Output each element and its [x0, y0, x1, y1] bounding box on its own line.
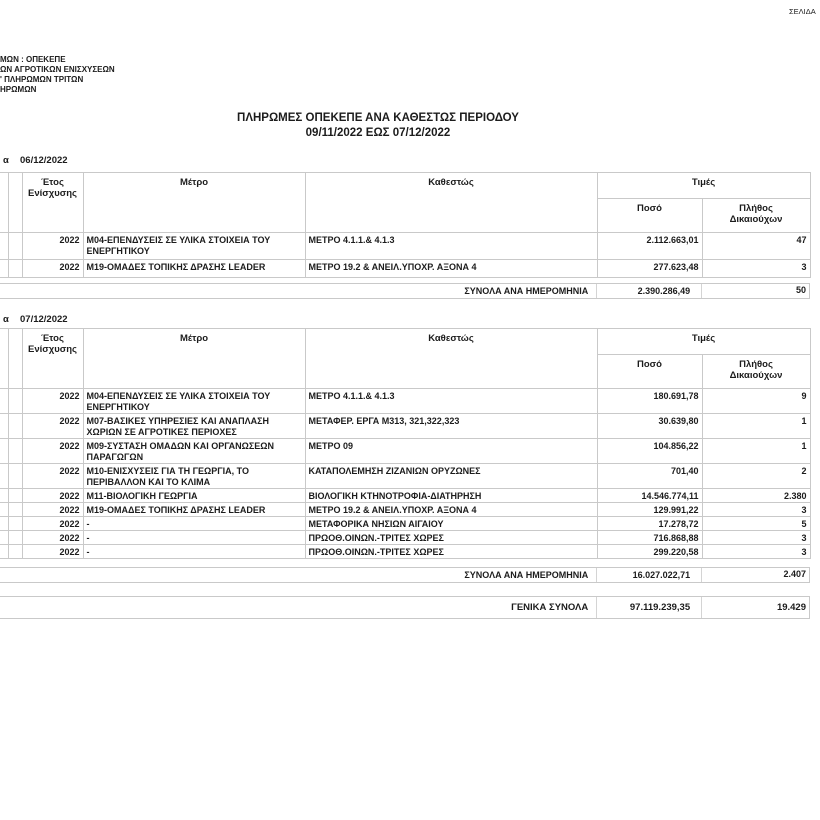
- section-total-count: 50: [701, 284, 809, 298]
- regime-cell: ΜΕΤΡΟ 19.2 & ΑΝΕΙΛ.ΥΠΟΧΡ. ΑΞΟΝΑ 4: [305, 260, 597, 278]
- table-row: [0, 464, 810, 489]
- col-header-amount: Ποσό: [597, 199, 702, 233]
- grand-total-label: ΓΕΝΙΚΑ ΣΥΝΟΛΑ: [511, 602, 589, 613]
- amount-cell: 104.856,22: [597, 439, 702, 464]
- regime-cell: ΠΡΩΟΘ.ΟΙΝΩΝ.-ΤΡΙΤΕΣ ΧΩΡΕΣ: [305, 531, 597, 545]
- grand-total-count: 19.429: [701, 597, 809, 618]
- year-cell: 2022: [22, 464, 83, 489]
- amount-cell: 180.691,78: [597, 389, 702, 414]
- measure-cell: -: [83, 517, 305, 531]
- cutoff-column-cell: [0, 329, 8, 389]
- amount-cell: 129.991,22: [597, 503, 702, 517]
- col-header-count: [702, 199, 810, 233]
- letterhead-line: ' ΠΛΗΡΩΜΩΝ ΤΡΙΤΩΝ: [0, 75, 84, 84]
- col-header-amount: Ποσό: [597, 355, 702, 389]
- count-cell: 3: [702, 531, 810, 545]
- col-header-year-label: Έτος Ενίσχυσης: [28, 333, 77, 355]
- regime-cell: ΜΕΤΡΟ 4.1.1.& 4.1.3: [305, 233, 597, 260]
- cutoff-column-cell: [8, 464, 22, 489]
- cutoff-column-cell: [8, 329, 22, 389]
- regime-cell: ΜΕΤΑΦΟΡΙΚΑ ΝΗΣΙΩΝ ΑΙΓΑΙΟΥ: [305, 517, 597, 531]
- measure-cell: -: [83, 531, 305, 545]
- table-row: [0, 233, 810, 260]
- count-cell: 3: [702, 545, 810, 559]
- count-cell: 2: [702, 464, 810, 489]
- table-row: [0, 389, 810, 414]
- regime-cell: ΒΙΟΛΟΓΙΚΗ ΚΤΗΝΟΤΡΟΦΙΑ-ΔΙΑΤΗΡΗΣΗ: [305, 489, 597, 503]
- cutoff-column-cell: [8, 414, 22, 439]
- year-cell: 2022: [22, 489, 83, 503]
- year-cell: 2022: [22, 503, 83, 517]
- cutoff-column-cell: [8, 439, 22, 464]
- section-total-row: [0, 567, 810, 583]
- count-cell: 47: [702, 233, 810, 260]
- table-row: [0, 531, 810, 545]
- grand-total-amount: 97.119.239,35: [596, 597, 701, 618]
- cutoff-column-cell: [8, 260, 22, 278]
- grand-total-row: [0, 596, 810, 619]
- amount-cell: 17.278,72: [597, 517, 702, 531]
- cutoff-column-cell: [8, 531, 22, 545]
- section-date: 07/12/2022: [20, 314, 68, 325]
- date-label-fragment: α: [3, 155, 9, 166]
- cutoff-column-cell: [0, 233, 8, 260]
- cutoff-column-cell: [8, 503, 22, 517]
- table-row: [0, 503, 810, 517]
- measure-cell: M10-ΕΝΙΣΧΥΣΕΙΣ ΓΙΑ ΤΗ ΓΕΩΡΓΙΑ, ΤΟ ΠΕΡΙΒΑΛΛΟΝ ΚΑΙ ΤΟ ΚΛΙΜΑ: [83, 464, 305, 489]
- page-number-label: ΣΕΛΙΔΑ: [789, 7, 816, 16]
- report-title-line2: 09/11/2022 ΕΩΣ 07/12/2022: [305, 126, 451, 139]
- cutoff-column-cell: [0, 531, 8, 545]
- table-row: [0, 517, 810, 531]
- table-row: [0, 414, 810, 439]
- cutoff-column-cell: [8, 233, 22, 260]
- regime-cell: ΜΕΤΡΟ 19.2 & ΑΝΕΙΛ.ΥΠΟΧΡ. ΑΞΟΝΑ 4: [305, 503, 597, 517]
- cutoff-column-cell: [0, 464, 8, 489]
- date-label-fragment: α: [3, 314, 9, 325]
- letterhead-line: ΜΩΝ : ΟΠΕΚΕΠΕ: [0, 55, 66, 64]
- col-header-values-group: Τιμές: [597, 329, 810, 355]
- amount-cell: 30.639,80: [597, 414, 702, 439]
- cutoff-column-cell: [8, 517, 22, 531]
- cutoff-column-cell: [8, 173, 22, 233]
- amount-cell: 716.868,88: [597, 531, 702, 545]
- col-header-count-label: Πλήθος Δικαιούχων: [729, 203, 783, 225]
- measure-cell: M11-ΒΙΟΛΟΓΙΚΗ ΓΕΩΡΓΙΑ: [83, 489, 305, 503]
- section-total-label: ΣΥΝΟΛΑ ΑΝΑ ΗΜΕΡΟΜΗΝΙΑ: [464, 570, 589, 580]
- table-row: [0, 260, 810, 278]
- col-header-year: [22, 173, 83, 233]
- cutoff-column-cell: [0, 503, 8, 517]
- section-total-row: [0, 283, 810, 299]
- count-cell: 3: [702, 260, 810, 278]
- year-cell: 2022: [22, 260, 83, 278]
- payments-table-2: [0, 328, 811, 559]
- cutoff-column-cell: [8, 489, 22, 503]
- measure-cell: M04-ΕΠΕΝΔΥΣΕΙΣ ΣΕ ΥΛΙΚΑ ΣΤΟΙΧΕΙΑ ΤΟΥ ΕΝΕΡΓΗΤΙΚΟΥ: [83, 389, 305, 414]
- count-cell: 1: [702, 439, 810, 464]
- count-cell: 5: [702, 517, 810, 531]
- cutoff-column-cell: [0, 389, 8, 414]
- regime-cell: ΜΕΤΡΟ 09: [305, 439, 597, 464]
- count-cell: 9: [702, 389, 810, 414]
- count-cell: 1: [702, 414, 810, 439]
- col-header-values-group: Τιμές: [597, 173, 810, 199]
- header-row: [0, 329, 810, 355]
- amount-cell: 299.220,58: [597, 545, 702, 559]
- measure-cell: M07-ΒΑΣΙΚΕΣ ΥΠΗΡΕΣΙΕΣ ΚΑΙ ΑΝΑΠΛΑΣΗ ΧΩΡΙΩΝ ΣΕ ΑΓΡΟΤΙΚΕΣ ΠΕΡΙΟΧΕΣ: [83, 414, 305, 439]
- letterhead: [0, 55, 115, 95]
- report-title: [0, 111, 756, 140]
- col-header-count-label: Πλήθος Δικαιούχων: [729, 359, 783, 381]
- regime-cell: ΚΑΤΑΠΟΛΕΜΗΣΗ ΖΙΖΑΝΙΩΝ ΟΡΥΖΩΝΕΣ: [305, 464, 597, 489]
- year-cell: 2022: [22, 414, 83, 439]
- letterhead-line: ΗΡΩΜΩΝ: [0, 85, 37, 94]
- cutoff-column-cell: [0, 414, 8, 439]
- year-cell: 2022: [22, 545, 83, 559]
- year-cell: 2022: [22, 233, 83, 260]
- cutoff-column-cell: [0, 439, 8, 464]
- cutoff-column-cell: [0, 545, 8, 559]
- payments-table-1: [0, 172, 811, 278]
- table-row: [0, 439, 810, 464]
- year-cell: 2022: [22, 517, 83, 531]
- year-cell: 2022: [22, 439, 83, 464]
- col-header-regime: Καθεστώς: [305, 173, 597, 233]
- col-header-measure: Μέτρο: [83, 173, 305, 233]
- cutoff-column-cell: [8, 389, 22, 414]
- measure-cell: M04-ΕΠΕΝΔΥΣΕΙΣ ΣΕ ΥΛΙΚΑ ΣΤΟΙΧΕΙΑ ΤΟΥ ΕΝΕΡΓΗΤΙΚΟΥ: [83, 233, 305, 260]
- year-cell: 2022: [22, 531, 83, 545]
- section-total-amount: 16.027.022,71: [596, 568, 701, 582]
- regime-cell: ΠΡΩΟΘ.ΟΙΝΩΝ.-ΤΡΙΤΕΣ ΧΩΡΕΣ: [305, 545, 597, 559]
- regime-cell: ΜΕΤΡΟ 4.1.1.& 4.1.3: [305, 389, 597, 414]
- section-total-count: 2.407: [701, 568, 809, 582]
- cutoff-column-cell: [0, 260, 8, 278]
- section-total-label: ΣΥΝΟΛΑ ΑΝΑ ΗΜΕΡΟΜΗΝΙΑ: [464, 286, 589, 296]
- col-header-measure: Μέτρο: [83, 329, 305, 389]
- col-header-year: [22, 329, 83, 389]
- amount-cell: 701,40: [597, 464, 702, 489]
- letterhead-line: ΩΝ ΑΓΡΟΤΙΚΩΝ ΕΝΙΣΧΥΣΕΩΝ: [0, 65, 115, 74]
- table-row: [0, 489, 810, 503]
- amount-cell: 277.623,48: [597, 260, 702, 278]
- regime-cell: ΜΕΤΑΦΕΡ. ΕΡΓΑ M313, 321,322,323: [305, 414, 597, 439]
- report-title-line1: ΠΛΗΡΩΜΕΣ ΟΠΕΚΕΠΕ ΑΝΑ ΚΑΘΕΣΤΩΣ ΠΕΡΙΟΔΟΥ: [237, 112, 519, 124]
- count-cell: 2.380: [702, 489, 810, 503]
- amount-cell: 2.112.663,01: [597, 233, 702, 260]
- header-row: [0, 173, 810, 199]
- section-date: 06/12/2022: [20, 155, 68, 166]
- cutoff-column-cell: [0, 173, 8, 233]
- measure-cell: M19-ΟΜΑΔΕΣ ΤΟΠΙΚΗΣ ΔΡΑΣΗΣ LEADER: [83, 260, 305, 278]
- amount-cell: 14.546.774,11: [597, 489, 702, 503]
- count-cell: 3: [702, 503, 810, 517]
- table-row: [0, 545, 810, 559]
- measure-cell: M19-ΟΜΑΔΕΣ ΤΟΠΙΚΗΣ ΔΡΑΣΗΣ LEADER: [83, 503, 305, 517]
- section-total-amount: 2.390.286,49: [596, 284, 701, 298]
- col-header-regime: Καθεστώς: [305, 329, 597, 389]
- col-header-year-label: Έτος Ενίσχυσης: [28, 177, 77, 199]
- col-header-count: [702, 355, 810, 389]
- measure-cell: -: [83, 545, 305, 559]
- cutoff-column-cell: [8, 545, 22, 559]
- year-cell: 2022: [22, 389, 83, 414]
- cutoff-column-cell: [0, 517, 8, 531]
- cutoff-column-cell: [0, 489, 8, 503]
- measure-cell: M09-ΣΥΣΤΑΣΗ ΟΜΑΔΩΝ ΚΑΙ ΟΡΓΑΝΩΣΕΩΝ ΠΑΡΑΓΩΓΩΝ: [83, 439, 305, 464]
